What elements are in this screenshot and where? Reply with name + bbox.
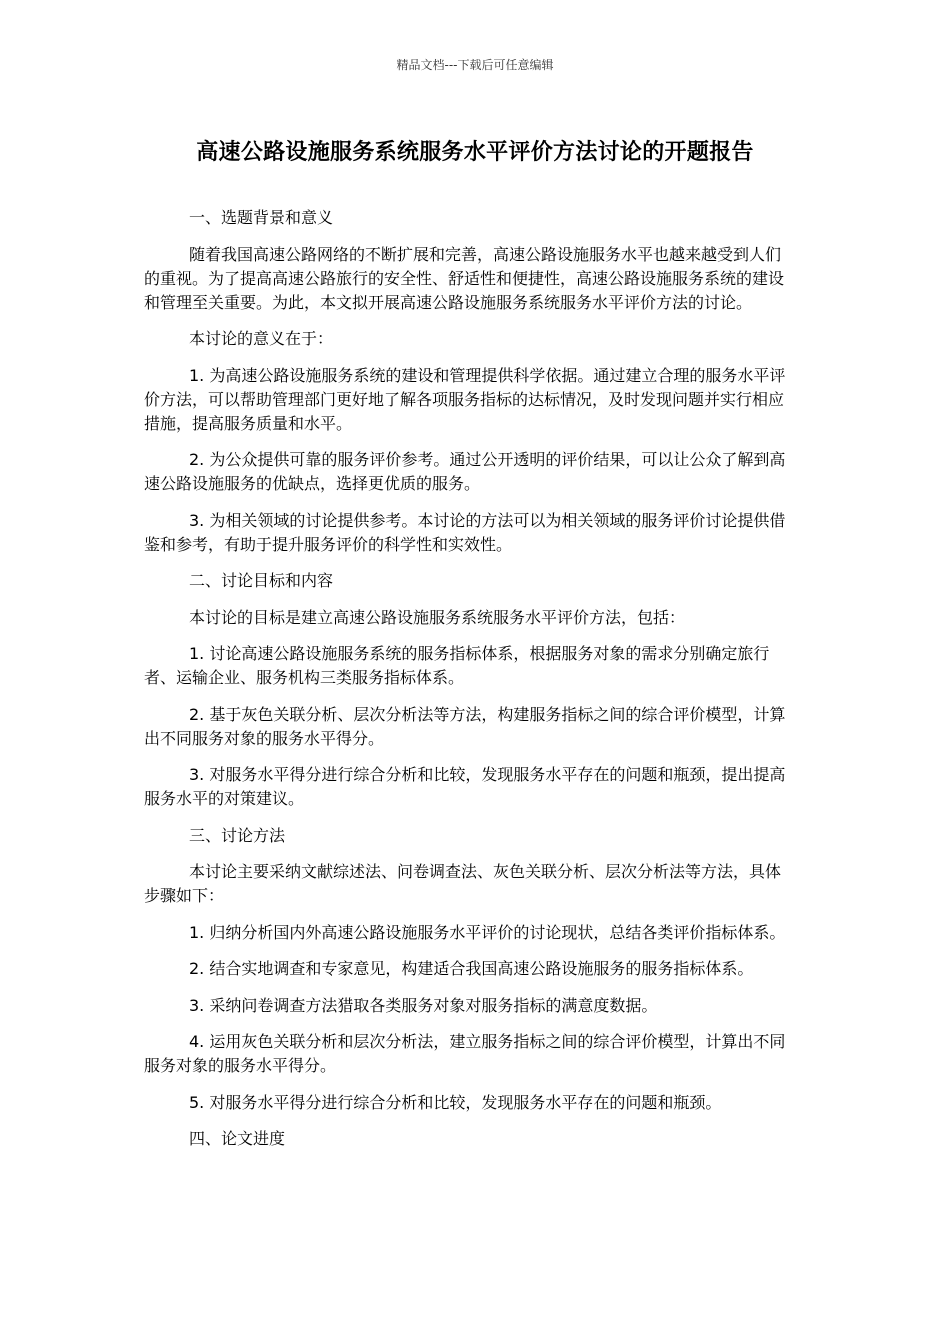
list-item: 5. 对服务水平得分进行综合分析和比较，发现服务水平存在的问题和瓶颈。 [189, 1092, 722, 1112]
list-item: 1. 为高速公路设施服务系统的建设和管理提供科学依据。通过建立合理的服务水平评价方法，可以帮助管理部门更好地了解各项服务指标的达标情况，及时发现问题并实行相应措施，提高服务质量和水平。 [144, 365, 786, 433]
list-item: 4. 运用灰色关联分析和层次分析法，建立服务指标之间的综合评价模型，计算出不同服务对象的服务水平得分。 [144, 1032, 786, 1075]
list-item: 2. 结合实地调查和专家意见，构建适合我国高速公路设施服务的服务指标体系。 [189, 959, 754, 978]
paragraph: 本讨论的目标是建立高速公路设施服务系统服务水平评价方法，包括： [189, 607, 686, 627]
document-title: 高速公路设施服务系统服务水平评价方法讨论的开题报告 [196, 140, 754, 165]
list-item: 3. 为相关领域的讨论提供参考。本讨论的方法可以为相关领域的服务评价讨论提供借鉴和参考，有助于提升服务评价的科学性和实效性。 [144, 510, 786, 554]
list-item: 2. 基于灰色关联分析、层次分析法等方法，构建服务指标之间的综合评价模型，计算出不同服务对象的服务水平得分。 [144, 704, 786, 748]
page-header: 精品文档---下载后可任意编辑 [396, 58, 554, 72]
section-heading: 二、讨论目标和内容 [189, 571, 334, 590]
document-body [144, 206, 796, 1164]
list-item: 3. 采纳问卷调查方法猎取各类服务对象对服务指标的满意度数据。 [189, 995, 658, 1015]
paragraph: 本讨论的意义在于： [189, 329, 334, 348]
list-item: 3. 对服务水平得分进行综合分析和比较，发现服务水平存在的问题和瓶颈，提出提高服务水平的对策建议。 [144, 765, 786, 808]
section-heading: 三、讨论方法 [189, 825, 286, 845]
paragraph: 随着我国高速公路网络的不断扩展和完善，高速公路设施服务水平也越来越受到人们的重视。为了提高高速公路旅行的安全性、舒适性和便捷性，高速公路设施服务系统的建设和管理至关重要。为此，本文拟开展高速公路设施服务系统服务水平评价方法的讨论。 [144, 244, 785, 312]
section-heading: 四、论文进度 [189, 1129, 286, 1148]
list-item: 2. 为公众提供可靠的服务评价参考。通过公开透明的评价结果，可以让公众了解到高速公路设施服务的优缺点，选择更优质的服务。 [144, 450, 786, 493]
list-item: 1. 归纳分析国内外高速公路设施服务水平评价的讨论现状，总结各类评价指标体系。 [189, 922, 786, 942]
list-item: 1. 讨论高速公路设施服务系统的服务指标体系，根据服务对象的需求分别确定旅行者、运输企业、服务机构三类服务指标体系。 [144, 644, 770, 687]
paragraph: 本讨论主要采纳文献综述法、问卷调查法、灰色关联分析、层次分析法等方法，具体步骤如下： [144, 862, 782, 905]
section-heading: 一、选题背景和意义 [189, 208, 334, 227]
